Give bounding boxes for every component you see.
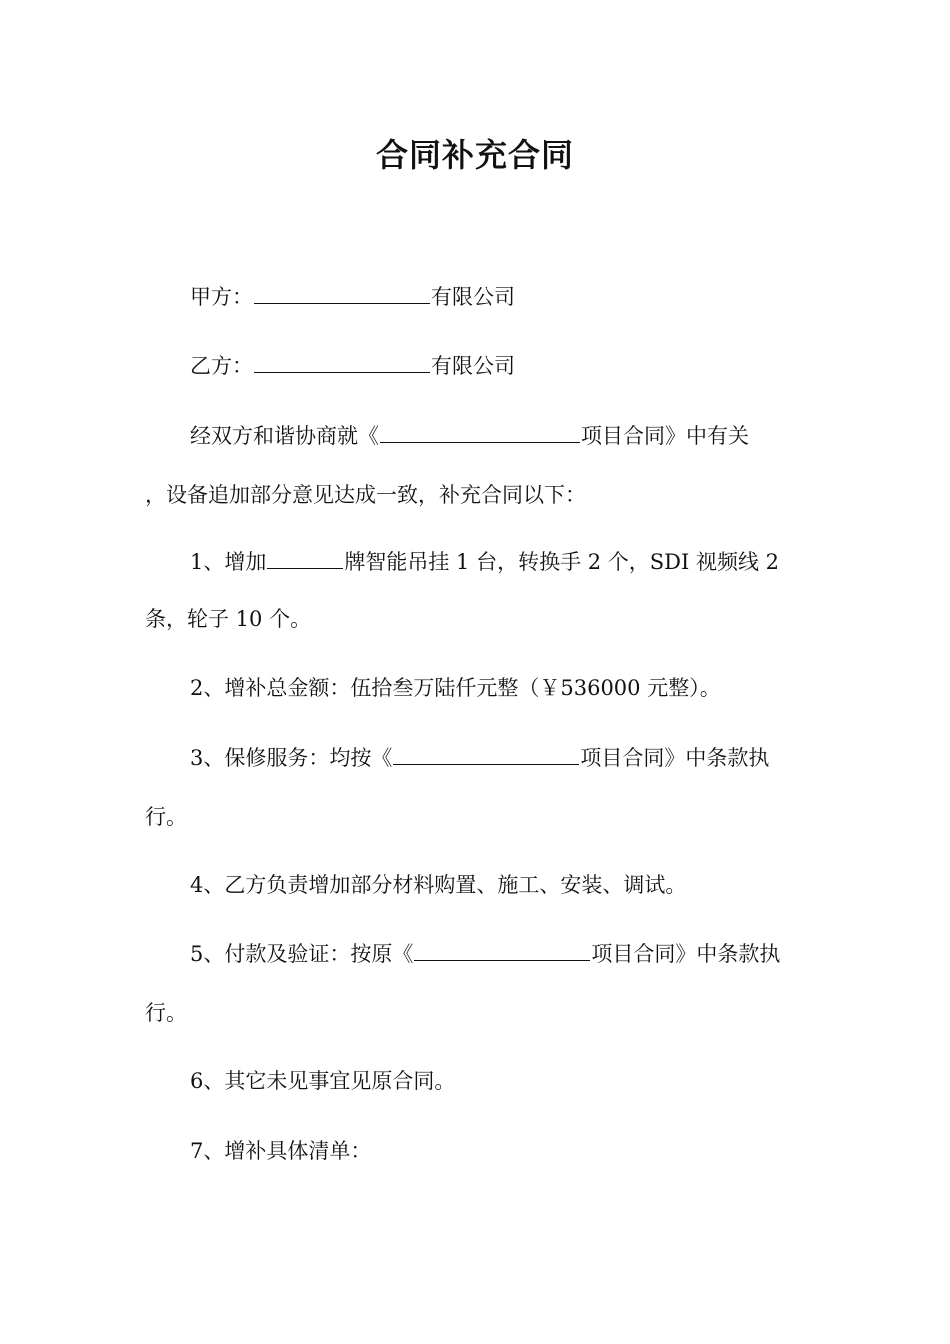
item-1-line-1: [190, 547, 779, 577]
intro-prefix: 经双方和谐协商就《: [190, 424, 379, 448]
intro-suffix: 项目合同》中有关: [581, 424, 749, 448]
item-5-blank: [414, 940, 590, 961]
party-b-blank: [254, 352, 430, 373]
item-3-line-1: [190, 743, 769, 773]
item-5-line-1: [190, 939, 780, 969]
item-4-line: 4、乙方负责增加部分材料购置、施工、安装、调试。: [190, 873, 687, 897]
item-7-line: 7、增补具体清单：: [190, 1139, 372, 1163]
item-3-prefix: 3、保修服务：均按《: [190, 746, 393, 770]
item-2-line: 2、增补总金额：伍拾叁万陆仟元整（￥536000 元整）。: [190, 676, 721, 700]
party-a-suffix: 有限公司: [431, 285, 515, 309]
item-1-suffix: 牌智能吊挂 1 台，转换手 2 个，SDI 视频线 2: [344, 550, 780, 574]
intro-line-1: [190, 421, 749, 451]
intro-blank: [380, 422, 580, 443]
item-3-blank: [393, 744, 579, 765]
intro-line-2: ，设备追加部分意见达成一致，补充合同以下：: [145, 483, 586, 507]
party-a-label: 甲方：: [190, 285, 253, 309]
document-title: 合同补充合同: [375, 136, 574, 174]
item-5-line-2: 行。: [145, 1001, 187, 1025]
party-b-line: [190, 351, 515, 381]
party-b-label: 乙方：: [190, 354, 253, 378]
item-3-suffix: 项目合同》中条款执: [580, 746, 770, 770]
party-a-blank: [254, 283, 430, 304]
item-6-line: 6、其它未见事宜见原合同。: [190, 1069, 456, 1093]
item-5-prefix: 5、付款及验证：按原《: [190, 942, 414, 966]
item-1-blank: [267, 548, 343, 569]
party-a-line: [190, 282, 515, 312]
party-b-suffix: 有限公司: [431, 354, 515, 378]
item-3-line-2: 行。: [145, 805, 187, 829]
item-1-prefix: 1、增加: [190, 550, 267, 574]
item-5-suffix: 项目合同》中条款执: [591, 942, 781, 966]
item-1-line-2: 条，轮子 10 个。: [145, 607, 312, 631]
